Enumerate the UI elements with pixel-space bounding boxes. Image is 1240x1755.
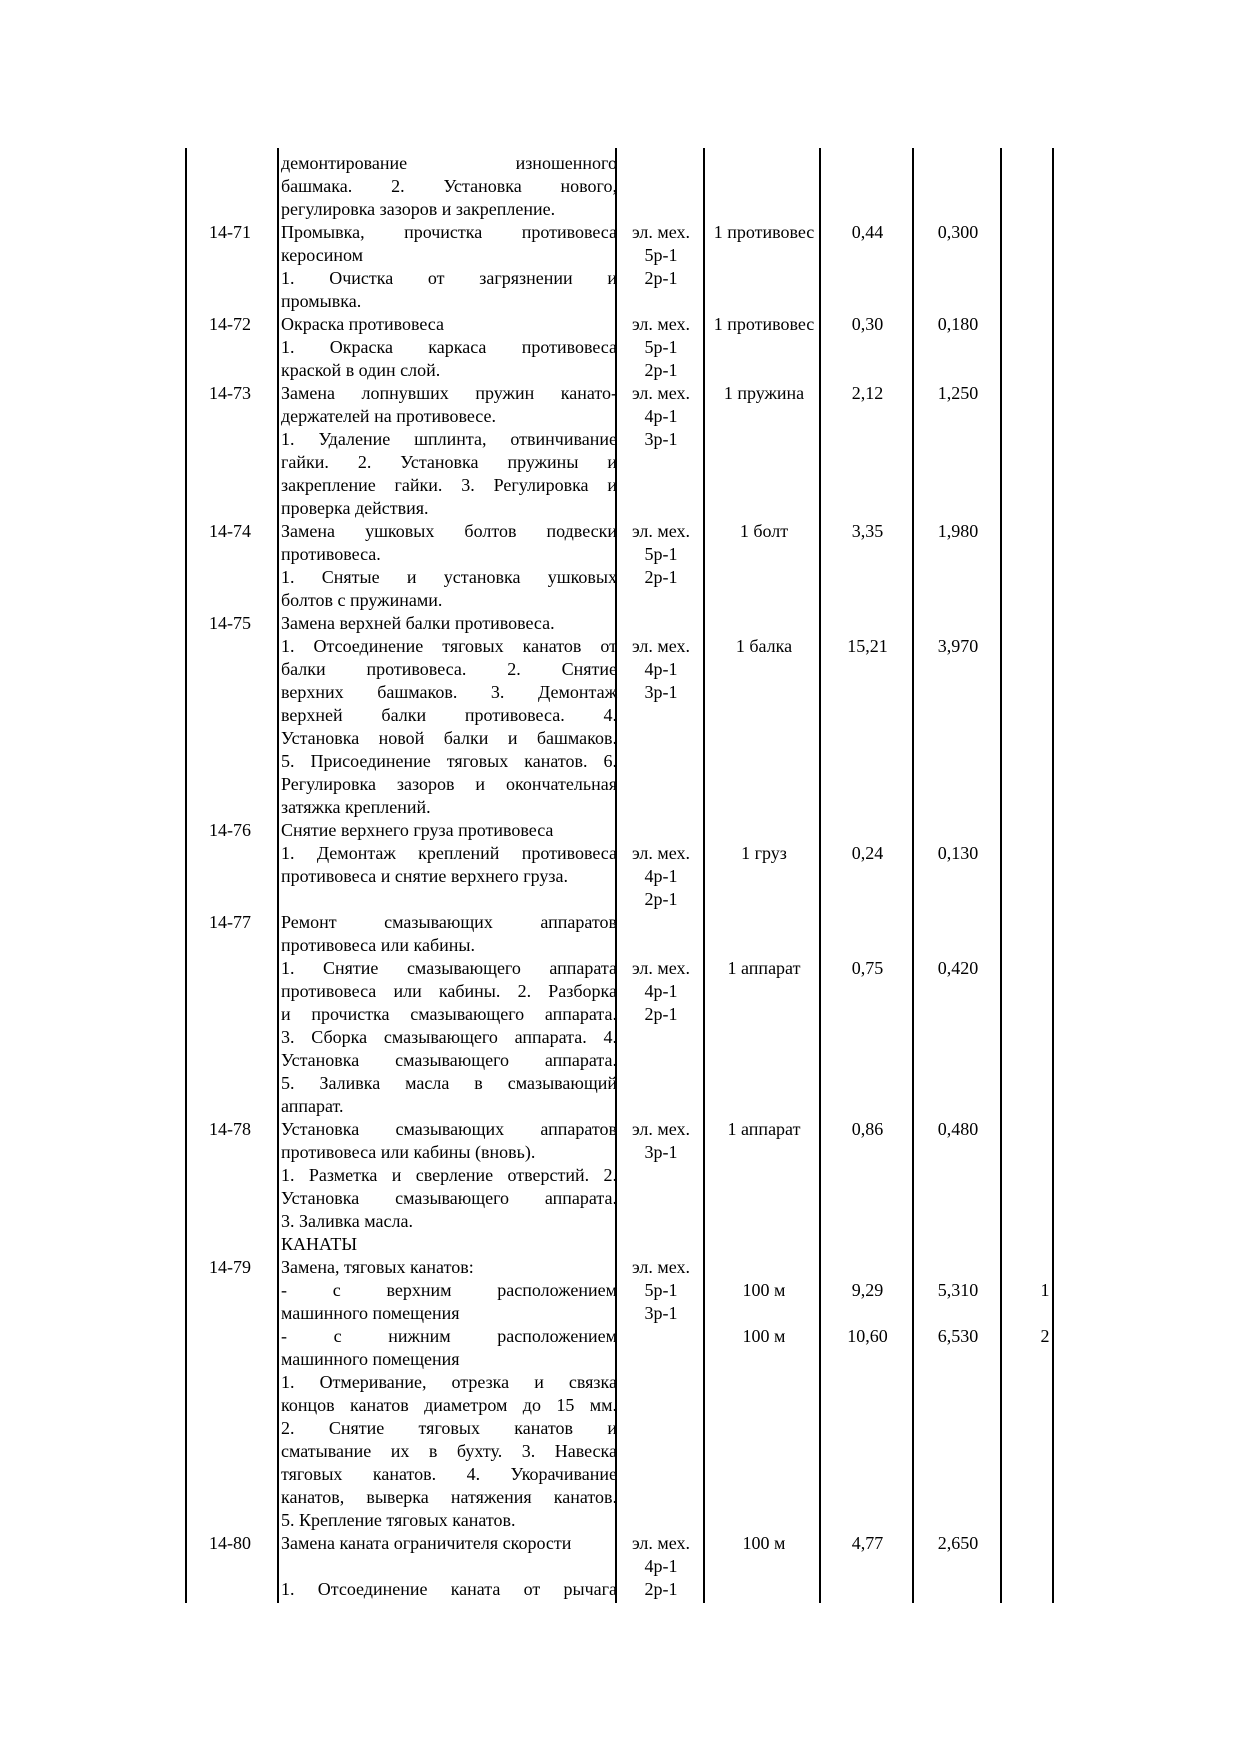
table-cell-value-1: 3,35 <box>851 521 884 541</box>
table-cell-unit: 4р-1 <box>644 406 678 426</box>
table-cell-unit: эл. мех. <box>631 314 691 334</box>
table-cell-desc: Снятие верхнего груза противовеса <box>281 820 554 840</box>
table-cell-unit: 4р-1 <box>644 866 678 886</box>
table-cell-desc: проверка действия. <box>281 498 429 518</box>
table-cell-desc: болтов с пружинами. <box>281 590 443 610</box>
table-cell-desc: Ремонт смазывающих аппаратов <box>281 912 617 932</box>
table-cell-desc: - с нижним расположением <box>281 1326 617 1346</box>
table-cell-desc: держателей на противовесе. <box>281 406 496 426</box>
table-border-unit <box>703 148 705 1603</box>
table-cell-unit: 2р-1 <box>644 1004 678 1024</box>
table-cell-desc: 5. Заливка масла в смазывающий <box>281 1073 617 1093</box>
table-cell-measure: 1 аппарат <box>727 1119 801 1139</box>
table-cell-desc: и прочистка смазывающего аппарата. <box>281 1004 617 1024</box>
table-cell-desc: Замена верхней балки противовеса. <box>281 613 555 633</box>
table-cell-value-2: 0,180 <box>937 314 979 334</box>
table-border-right <box>1052 148 1054 1603</box>
table-cell-unit: эл. мех. <box>631 383 691 403</box>
table-cell-desc: Замена ушковых болтов подвески <box>281 521 617 541</box>
table-cell-code: 14-75 <box>209 613 251 633</box>
table-cell-desc: противовеса. <box>281 544 381 564</box>
table-cell-desc: сматывание их в бухту. 3. Навеска <box>281 1441 617 1461</box>
table-cell-desc: Замена каната ограничителя скорости <box>281 1533 572 1553</box>
table-cell-desc: аппарат. <box>281 1096 344 1116</box>
table-cell-value-2: 6,530 <box>937 1326 979 1346</box>
table-cell-desc: 5. Присоединение тяговых канатов. 6. <box>281 751 617 771</box>
table-cell-desc: противовеса или кабины. <box>281 935 476 955</box>
table-cell-desc: Промывка, прочистка противовеса <box>281 222 617 242</box>
table-cell-unit: 2р-1 <box>644 567 678 587</box>
table-cell-desc: Замена, тяговых канатов: <box>281 1257 474 1277</box>
table-cell-value-1: 10,60 <box>847 1326 888 1346</box>
table-cell-unit: 3р-1 <box>644 429 678 449</box>
table-cell-value-2: 3,970 <box>937 636 979 656</box>
table-cell-desc: 5. Крепление тяговых канатов. <box>281 1510 516 1530</box>
table-border-left <box>185 148 187 1603</box>
table-cell-desc: 1. Разметка и сверление отверстий. 2. <box>281 1165 617 1185</box>
table-border-measure <box>819 148 821 1603</box>
table-cell-value-1: 4,77 <box>851 1533 884 1553</box>
table-border-v1 <box>912 148 914 1603</box>
table-cell-value-1: 0,44 <box>851 222 884 242</box>
table-cell-desc: машинного помещения <box>281 1349 460 1369</box>
table-cell-unit: эл. мех. <box>631 1119 691 1139</box>
table-cell-value-2: 0,420 <box>937 958 979 978</box>
table-cell-desc: балки противовеса. 2. Снятие <box>281 659 617 679</box>
table-cell-desc: противовеса или кабины. 2. Разборка <box>281 981 617 1001</box>
table-cell-desc: закрепление гайки. 3. Регулировка и <box>281 475 617 495</box>
table-cell-measure: 1 балка <box>735 636 793 656</box>
table-cell-desc: тяговых канатов. 4. Укорачивание <box>281 1464 617 1484</box>
table-cell-value-2: 1,250 <box>937 383 979 403</box>
table-cell-desc: башмака. 2. Установка нового, <box>281 176 617 196</box>
table-cell-value-1: 0,30 <box>851 314 884 334</box>
table-cell-code: 14-79 <box>209 1257 251 1277</box>
table-cell-measure: 1 противовес <box>713 314 815 334</box>
table-cell-desc: затяжка креплений. <box>281 797 431 817</box>
table-cell-desc: 1. Окраска каркаса противовеса <box>281 337 617 357</box>
table-cell-measure: 1 противовес <box>713 222 815 242</box>
table-cell-desc: 3. Сборка смазывающего аппарата. 4. <box>281 1027 617 1047</box>
table-cell-value-1: 9,29 <box>851 1280 884 1300</box>
table-cell-desc: 1. Удаление шплинта, отвинчивание <box>281 429 617 449</box>
table-cell-desc: демонтирование изношенного <box>281 153 617 173</box>
table-cell-desc: 1. Очистка от загрязнении и <box>281 268 617 288</box>
table-cell-value-2: 2,650 <box>937 1533 979 1553</box>
table-cell-unit: эл. мех. <box>631 636 691 656</box>
table-cell-desc: 1. Отсоединение каната от рычага <box>281 1579 617 1599</box>
table-cell-desc: противовеса и снятие верхнего груза. <box>281 866 569 886</box>
table-cell-desc: Окраска противовеса <box>281 314 444 334</box>
table-cell-unit: эл. мех. <box>631 1257 691 1277</box>
table-cell-unit: эл. мех. <box>631 843 691 863</box>
table-cell-code: 14-71 <box>209 222 251 242</box>
table-border-code <box>277 148 279 1603</box>
table-cell-measure: 100 м <box>742 1533 786 1553</box>
table-cell-desc: регулировка зазоров и закрепление. <box>281 199 556 219</box>
table-cell-unit: эл. мех. <box>631 521 691 541</box>
table-cell-value-2: 0,130 <box>937 843 979 863</box>
table-cell-desc: канатов, выверка натяжения канатов. <box>281 1487 617 1507</box>
table-cell-code: 14-76 <box>209 820 251 840</box>
table-cell-desc: 3. Заливка масла. <box>281 1211 413 1231</box>
table-cell-measure: 100 м <box>742 1280 786 1300</box>
table-cell-desc: 1. Снятие смазывающего аппарата <box>281 958 617 978</box>
table-cell-value-1: 15,21 <box>847 636 888 656</box>
table-cell-desc: Установка смазывающих аппаратов <box>281 1119 617 1139</box>
table-cell-desc: Установка смазывающего аппарата. <box>281 1050 617 1070</box>
table-cell-value-2: 0,300 <box>937 222 979 242</box>
table-cell-desc: Замена лопнувших пружин канато- <box>281 383 617 403</box>
table-cell-code: 14-74 <box>209 521 251 541</box>
table-cell-unit: 5р-1 <box>644 245 678 265</box>
table-cell-note: 2 <box>1040 1326 1050 1346</box>
table-cell-measure: 1 болт <box>739 521 789 541</box>
table-cell-desc: промывка. <box>281 291 362 311</box>
table-cell-desc: краской в один слой. <box>281 360 441 380</box>
table-cell-unit: 4р-1 <box>644 1556 678 1576</box>
table-cell-desc: 2. Снятие тяговых канатов и <box>281 1418 617 1438</box>
table-cell-code: 14-72 <box>209 314 251 334</box>
table-cell-unit: 5р-1 <box>644 337 678 357</box>
table-cell-desc: противовеса или кабины (вновь). <box>281 1142 536 1162</box>
table-cell-unit: 5р-1 <box>644 1280 678 1300</box>
table-cell-unit: 2р-1 <box>644 360 678 380</box>
table-cell-desc: 1. Отмеривание, отрезка и связка <box>281 1372 617 1392</box>
table-cell-desc: 1. Отсоединение тяговых канатов от <box>281 636 617 656</box>
table-cell-unit: 4р-1 <box>644 981 678 1001</box>
table-cell-value-1: 2,12 <box>851 383 884 403</box>
table-cell-desc: машинного помещения <box>281 1303 460 1323</box>
table-cell-unit: эл. мех. <box>631 958 691 978</box>
table-cell-desc: концов канатов диаметром до 15 мм. <box>281 1395 617 1415</box>
table-cell-unit: 2р-1 <box>644 1579 678 1599</box>
table-cell-unit: 3р-1 <box>644 1303 678 1323</box>
table-cell-note: 1 <box>1040 1280 1050 1300</box>
table-cell-unit: эл. мех. <box>631 1533 691 1553</box>
table-cell-desc: Установка смазывающего аппарата. <box>281 1188 617 1208</box>
table-cell-desc: 1. Демонтаж креплений противовеса <box>281 843 617 863</box>
table-cell-unit: 2р-1 <box>644 268 678 288</box>
table-cell-code: 14-77 <box>209 912 251 932</box>
table-cell-desc: гайки. 2. Установка пружины и <box>281 452 617 472</box>
table-cell-value-1: 0,24 <box>851 843 884 863</box>
table-cell-code: 14-73 <box>209 383 251 403</box>
table-cell-desc: верхних башмаков. 3. Демонтаж <box>281 682 617 702</box>
table-cell-unit: 5р-1 <box>644 544 678 564</box>
table-cell-measure: 1 аппарат <box>727 958 801 978</box>
table-cell-measure: 1 груз <box>741 843 787 863</box>
table-cell-unit: 2р-1 <box>644 889 678 909</box>
table-cell-unit: 3р-1 <box>644 1142 678 1162</box>
table-cell-value-2: 1,980 <box>937 521 979 541</box>
table-cell-value-2: 0,480 <box>937 1119 979 1139</box>
table-cell-measure: 100 м <box>742 1326 786 1346</box>
table-cell-desc: Установка новой балки и башмаков. <box>281 728 617 748</box>
table-cell-unit: эл. мех. <box>631 222 691 242</box>
section-heading: КАНАТЫ <box>281 1234 358 1254</box>
table-cell-desc: - с верхним расположением <box>281 1280 617 1300</box>
table-cell-desc: Регулировка зазоров и окончательная <box>281 774 617 794</box>
table-cell-value-1: 0,75 <box>851 958 884 978</box>
table-cell-desc: керосином <box>281 245 364 265</box>
table-cell-unit: 4р-1 <box>644 659 678 679</box>
table-cell-unit: 3р-1 <box>644 682 678 702</box>
table-cell-value-1: 0,86 <box>851 1119 884 1139</box>
table-cell-desc: 1. Снятые и установка ушковых <box>281 567 617 587</box>
table-border-v2 <box>1000 148 1002 1603</box>
table-cell-measure: 1 пружина <box>723 383 805 403</box>
table-cell-value-2: 5,310 <box>937 1280 979 1300</box>
table-cell-code: 14-80 <box>209 1533 251 1553</box>
table-cell-code: 14-78 <box>209 1119 251 1139</box>
table-cell-desc: верхней балки противовеса. 4. <box>281 705 617 725</box>
